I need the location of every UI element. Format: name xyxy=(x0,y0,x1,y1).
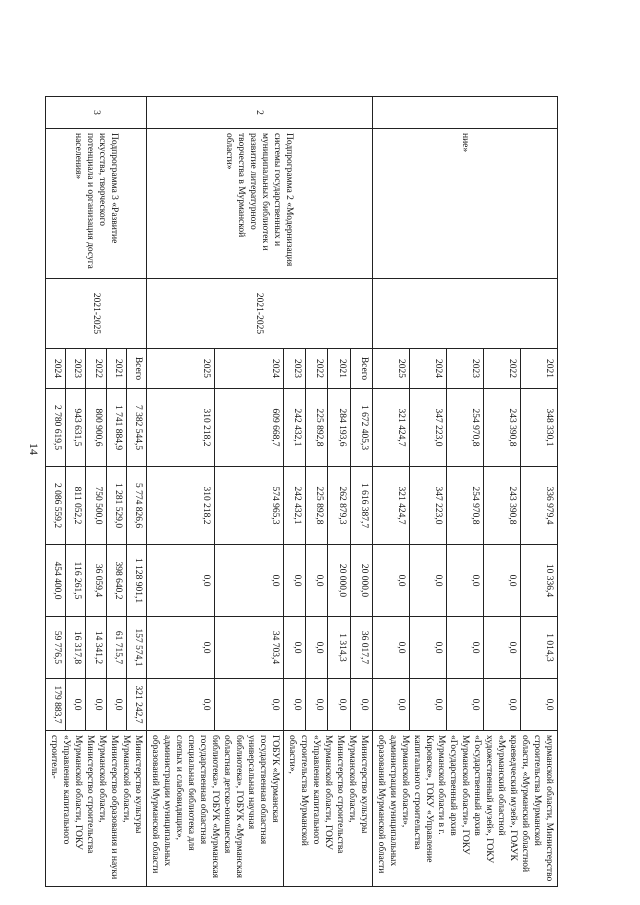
table-row xyxy=(126,97,146,887)
amount-cell: 1 014,3 xyxy=(521,617,558,679)
amount-cell: 321 242,7 xyxy=(126,679,146,731)
amount-cell: 0,0 xyxy=(215,679,284,731)
amount-cell: 0,0 xyxy=(284,617,306,679)
year-cell: 2023 xyxy=(447,349,484,389)
amount-cell: 310 218,2 xyxy=(147,389,216,467)
table-row xyxy=(521,97,558,887)
amount-cell: 800 900,6 xyxy=(86,389,106,467)
period xyxy=(373,279,558,349)
amount-cell: 0,0 xyxy=(484,545,521,617)
row-number xyxy=(373,97,558,129)
amount-cell: 1 314,3 xyxy=(328,617,350,679)
amount-cell: 454 400,0 xyxy=(46,545,66,617)
amount-cell: 0,0 xyxy=(284,679,306,731)
amount-cell: 1 672 405,3 xyxy=(350,389,372,467)
period: 2021-2025 xyxy=(46,279,147,349)
year-cell: Всего xyxy=(126,349,146,389)
budget-table xyxy=(45,96,558,887)
amount-cell: 1 616 387,7 xyxy=(350,467,372,545)
amount-cell: 0,0 xyxy=(447,617,484,679)
amount-cell: 811 052,2 xyxy=(66,467,86,545)
amount-cell: 7 382 544,5 xyxy=(126,389,146,467)
amount-cell: 0,0 xyxy=(373,617,410,679)
amount-cell: 10 336,4 xyxy=(521,545,558,617)
amount-cell: 0,0 xyxy=(350,679,372,731)
year-cell: 2023 xyxy=(284,349,306,389)
amount-cell: 943 631,5 xyxy=(66,389,86,467)
amount-cell: 398 640,2 xyxy=(106,545,126,617)
amount-cell: 262 879,3 xyxy=(328,467,350,545)
row-number: 3 xyxy=(46,97,147,129)
amount-cell: 157 574,1 xyxy=(126,617,146,679)
amount-cell: 242 432,1 xyxy=(284,389,306,467)
amount-cell: 336 979,4 xyxy=(521,467,558,545)
amount-cell: 0,0 xyxy=(306,545,328,617)
amount-cell: 225 892,8 xyxy=(306,467,328,545)
amount-cell: 243 390,8 xyxy=(484,467,521,545)
amount-cell: 242 432,1 xyxy=(284,467,306,545)
amount-cell: 0,0 xyxy=(410,545,447,617)
amount-cell: 750 500,0 xyxy=(86,467,106,545)
amount-cell: 2 780 619,5 xyxy=(46,389,66,467)
executors-cell: мурманской области, Министерство строительства Мурманской области, «Мурманский областной краеведческий музей», ГОАУК «Мурманский областной художественный музей», ГОКУ «Государственный архив Мурманской области», ГОКУ «Государственный архив Мурманской области в г. Кировске», ГОКУ «Управление капитального строительства Мурманской области», администрации муниципальных образований Мурманской области xyxy=(373,731,558,887)
subprogram-name: Подпрограмма 2 «Модернизация системы государственных и муниципальных библиотек и развитие литературного творчества в Мурманской области» xyxy=(147,129,373,279)
year-cell: 2021 xyxy=(106,349,126,389)
amount-cell: 254 970,8 xyxy=(447,389,484,467)
year-cell: 2022 xyxy=(484,349,521,389)
amount-cell: 0,0 xyxy=(306,617,328,679)
subprogram-name: Подпрограмма 3 «Развитие искусства, творческого потенциала и организация досуга населения» xyxy=(46,129,147,279)
amount-cell: 0,0 xyxy=(521,679,558,731)
amount-cell: 243 390,8 xyxy=(484,389,521,467)
amount-cell: 0,0 xyxy=(147,679,216,731)
amount-cell: 348 330,1 xyxy=(521,389,558,467)
amount-cell: 34 703,4 xyxy=(215,617,284,679)
amount-cell: 0,0 xyxy=(447,679,484,731)
executors-cell: ГОБУК «Мурманская государственная областная универсальная научная библиотека», ГОБУК «Мурманская областная детско-юношеская библиотека», ГОБУК «Мурманская государственная областная специальная библиотека для слепых и слабовидящих», администрации муниципальных образований Мурманской области xyxy=(147,731,284,887)
amount-cell: 0,0 xyxy=(147,617,216,679)
year-cell: 2023 xyxy=(66,349,86,389)
subprogram-name: ние» xyxy=(373,129,558,279)
row-number: 2 xyxy=(147,97,373,129)
amount-cell: 116 261,5 xyxy=(66,545,86,617)
amount-cell: 0,0 xyxy=(306,679,328,731)
amount-cell: 321 424,7 xyxy=(373,389,410,467)
amount-cell: 2 086 559,2 xyxy=(46,467,66,545)
amount-cell: 0,0 xyxy=(484,679,521,731)
amount-cell: 0,0 xyxy=(447,545,484,617)
year-cell: 2025 xyxy=(373,349,410,389)
amount-cell: 347 223,0 xyxy=(410,467,447,545)
amount-cell: 1 741 884,9 xyxy=(106,389,126,467)
amount-cell: 0,0 xyxy=(484,617,521,679)
amount-cell: 254 970,8 xyxy=(447,467,484,545)
period: 2021-2025 xyxy=(147,279,373,349)
amount-cell: 0,0 xyxy=(328,679,350,731)
amount-cell: 0,0 xyxy=(147,545,216,617)
amount-cell: 284 193,6 xyxy=(328,389,350,467)
year-cell: 2021 xyxy=(521,349,558,389)
year-cell: 2024 xyxy=(46,349,66,389)
amount-cell: 20 000,0 xyxy=(328,545,350,617)
amount-cell: 179 883,7 xyxy=(46,679,66,731)
page-number: 14 xyxy=(27,443,41,455)
amount-cell: 1 128 901,1 xyxy=(126,545,146,617)
amount-cell: 310 218,2 xyxy=(147,467,216,545)
amount-cell: 347 223,0 xyxy=(410,389,447,467)
amount-cell: 61 715,7 xyxy=(106,617,126,679)
amount-cell: 0,0 xyxy=(410,617,447,679)
amount-cell: 0,0 xyxy=(66,679,86,731)
amount-cell: 16 317,8 xyxy=(66,617,86,679)
amount-cell: 0,0 xyxy=(373,545,410,617)
amount-cell: 225 892,8 xyxy=(306,389,328,467)
amount-cell: 36 059,4 xyxy=(86,545,106,617)
amount-cell: 1 281 529,0 xyxy=(106,467,126,545)
executors-cell: Министерство культуры Мурманской области, Министерство образования и науки Мурманской области, Министерство строительства Мурманской области, ГОКУ «Управление капитального строитель- xyxy=(46,731,147,887)
amount-cell: 14 341,2 xyxy=(86,617,106,679)
amount-cell: 0,0 xyxy=(215,545,284,617)
amount-cell: 0,0 xyxy=(373,679,410,731)
amount-cell: 0,0 xyxy=(106,679,126,731)
year-cell: 2024 xyxy=(215,349,284,389)
year-cell: 2024 xyxy=(410,349,447,389)
amount-cell: 609 668,7 xyxy=(215,389,284,467)
table-row xyxy=(350,97,372,887)
amount-cell: 20 000,0 xyxy=(350,545,372,617)
amount-cell: 36 017,7 xyxy=(350,617,372,679)
amount-cell: 0,0 xyxy=(410,679,447,731)
year-cell: 2022 xyxy=(86,349,106,389)
amount-cell: 0,0 xyxy=(284,545,306,617)
year-cell: 2022 xyxy=(306,349,328,389)
amount-cell: 0,0 xyxy=(86,679,106,731)
amount-cell: 59 776,5 xyxy=(46,617,66,679)
amount-cell: 574 965,3 xyxy=(215,467,284,545)
year-cell: 2021 xyxy=(328,349,350,389)
executors-cell: Министерство культуры Мурманской области, Министерство строительства Мурманской области, ГОКУ «Управление капитального строительства Мурманской области», xyxy=(284,731,373,887)
year-cell: Всего xyxy=(350,349,372,389)
amount-cell: 5 774 826,6 xyxy=(126,467,146,545)
year-cell: 2025 xyxy=(147,349,216,389)
amount-cell: 321 424,7 xyxy=(373,467,410,545)
